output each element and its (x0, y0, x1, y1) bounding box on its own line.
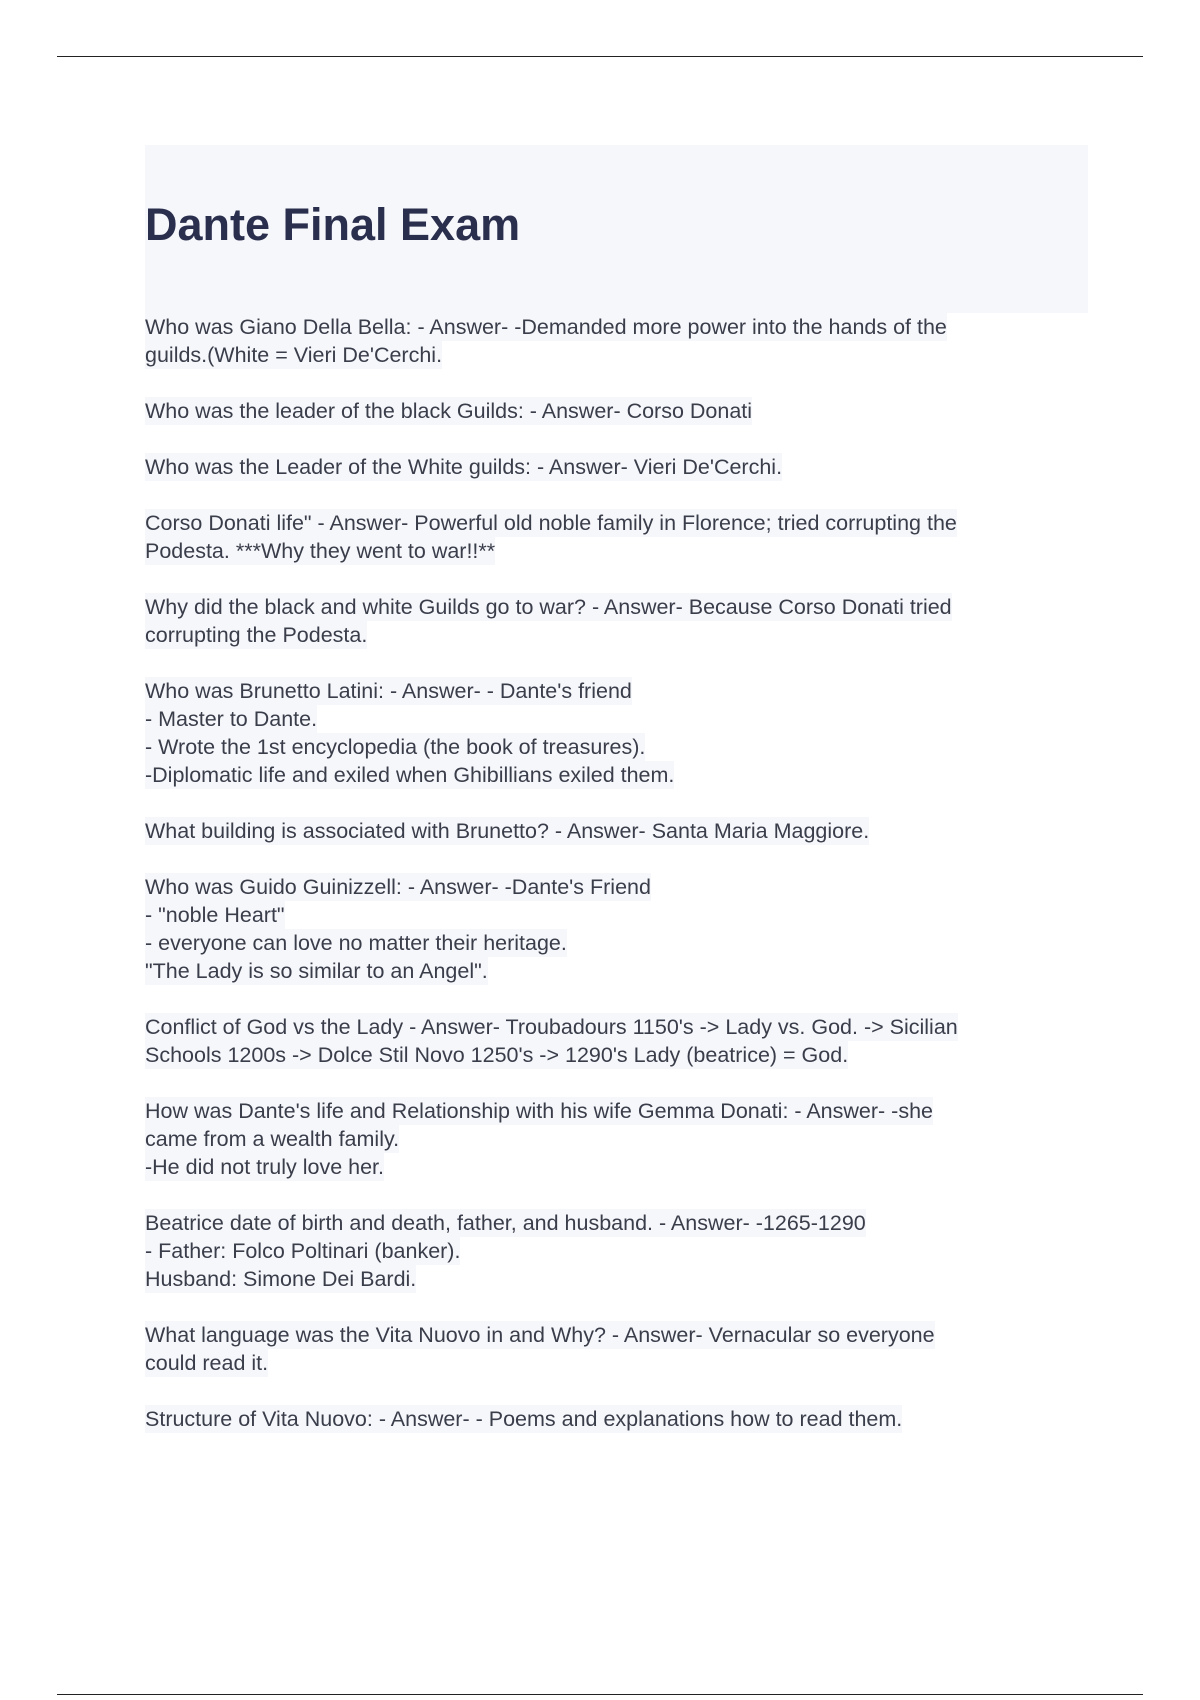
qa-item (145, 509, 1088, 565)
qa-line: What building is associated with Brunetto? - Answer- Santa Maria Maggiore. (145, 819, 870, 843)
qa-item (145, 817, 1088, 845)
qa-line: "The Lady is so similar to an Angel". (145, 959, 488, 983)
qa-line: -He did not truly love her. (145, 1155, 385, 1179)
qa-line: Husband: Simone Dei Bardi. (145, 1267, 417, 1291)
qa-line: Schools 1200s -> Dolce Stil Novo 1250's -> 1290's Lady (beatrice) = God. (145, 1043, 849, 1067)
qa-line: - Father: Folco Poltinari (banker). (145, 1239, 461, 1263)
qa-line: Who was the Leader of the White guilds: - Answer- Vieri De'Cerchi. (145, 455, 783, 479)
qa-line: Who was Giano Della Bella: - Answer- -Demanded more power into the hands of the (145, 315, 947, 339)
qa-line: Who was Guido Guinizzell: - Answer- -Dante's Friend (145, 875, 651, 899)
title-banner (145, 145, 1088, 313)
qa-line: Who was the leader of the black Guilds: - Answer- Corso Donati (145, 399, 753, 423)
qa-line: Beatrice date of birth and death, father, and husband. - Answer- -1265-1290 (145, 1211, 866, 1235)
qa-line: - Master to Dante. (145, 707, 318, 731)
qa-line: Corso Donati life" - Answer- Powerful old noble family in Florence; tried corrupting the (145, 511, 957, 535)
qa-line: came from a wealth family. (145, 1127, 400, 1151)
qa-item (145, 1013, 1088, 1069)
qa-line: guilds.(White = Vieri De'Cerchi. (145, 343, 443, 367)
qa-line: -Diplomatic life and exiled when Ghibillians exiled them. (145, 763, 675, 787)
qa-item (145, 313, 1088, 369)
top-rule (57, 56, 1143, 57)
qa-line: Why did the black and white Guilds go to war? - Answer- Because Corso Donati tried (145, 595, 952, 619)
qa-item (145, 873, 1088, 985)
qa-item (145, 1321, 1088, 1377)
qa-item (145, 453, 1088, 481)
qa-item (145, 593, 1088, 649)
page-title: Dante Final Exam (145, 199, 521, 250)
qa-line: - "noble Heart" (145, 903, 285, 927)
qa-line: corrupting the Podesta. (145, 623, 368, 647)
qa-line: Podesta. ***Why they went to war!!** (145, 539, 496, 563)
qa-line: Who was Brunetto Latini: - Answer- - Dante's friend (145, 679, 632, 703)
qa-line: Conflict of God vs the Lady - Answer- Troubadours 1150's -> Lady vs. God. -> Sicilian (145, 1015, 958, 1039)
qa-line: could read it. (145, 1351, 269, 1375)
qa-line: Structure of Vita Nuovo: - Answer- - Poems and explanations how to read them. (145, 1407, 903, 1431)
qa-line: - everyone can love no matter their heritage. (145, 931, 567, 955)
bottom-rule (57, 1694, 1143, 1695)
qa-item (145, 1209, 1088, 1293)
qa-item (145, 397, 1088, 425)
qa-item (145, 677, 1088, 789)
qa-line: What language was the Vita Nuovo in and Why? - Answer- Vernacular so everyone (145, 1323, 935, 1347)
qa-line: - Wrote the 1st encyclopedia (the book of treasures). (145, 735, 646, 759)
qa-item (145, 1405, 1088, 1433)
qa-item (145, 1097, 1088, 1181)
qa-line: How was Dante's life and Relationship with his wife Gemma Donati: - Answer- -she (145, 1099, 933, 1123)
qa-list (145, 313, 1088, 1461)
